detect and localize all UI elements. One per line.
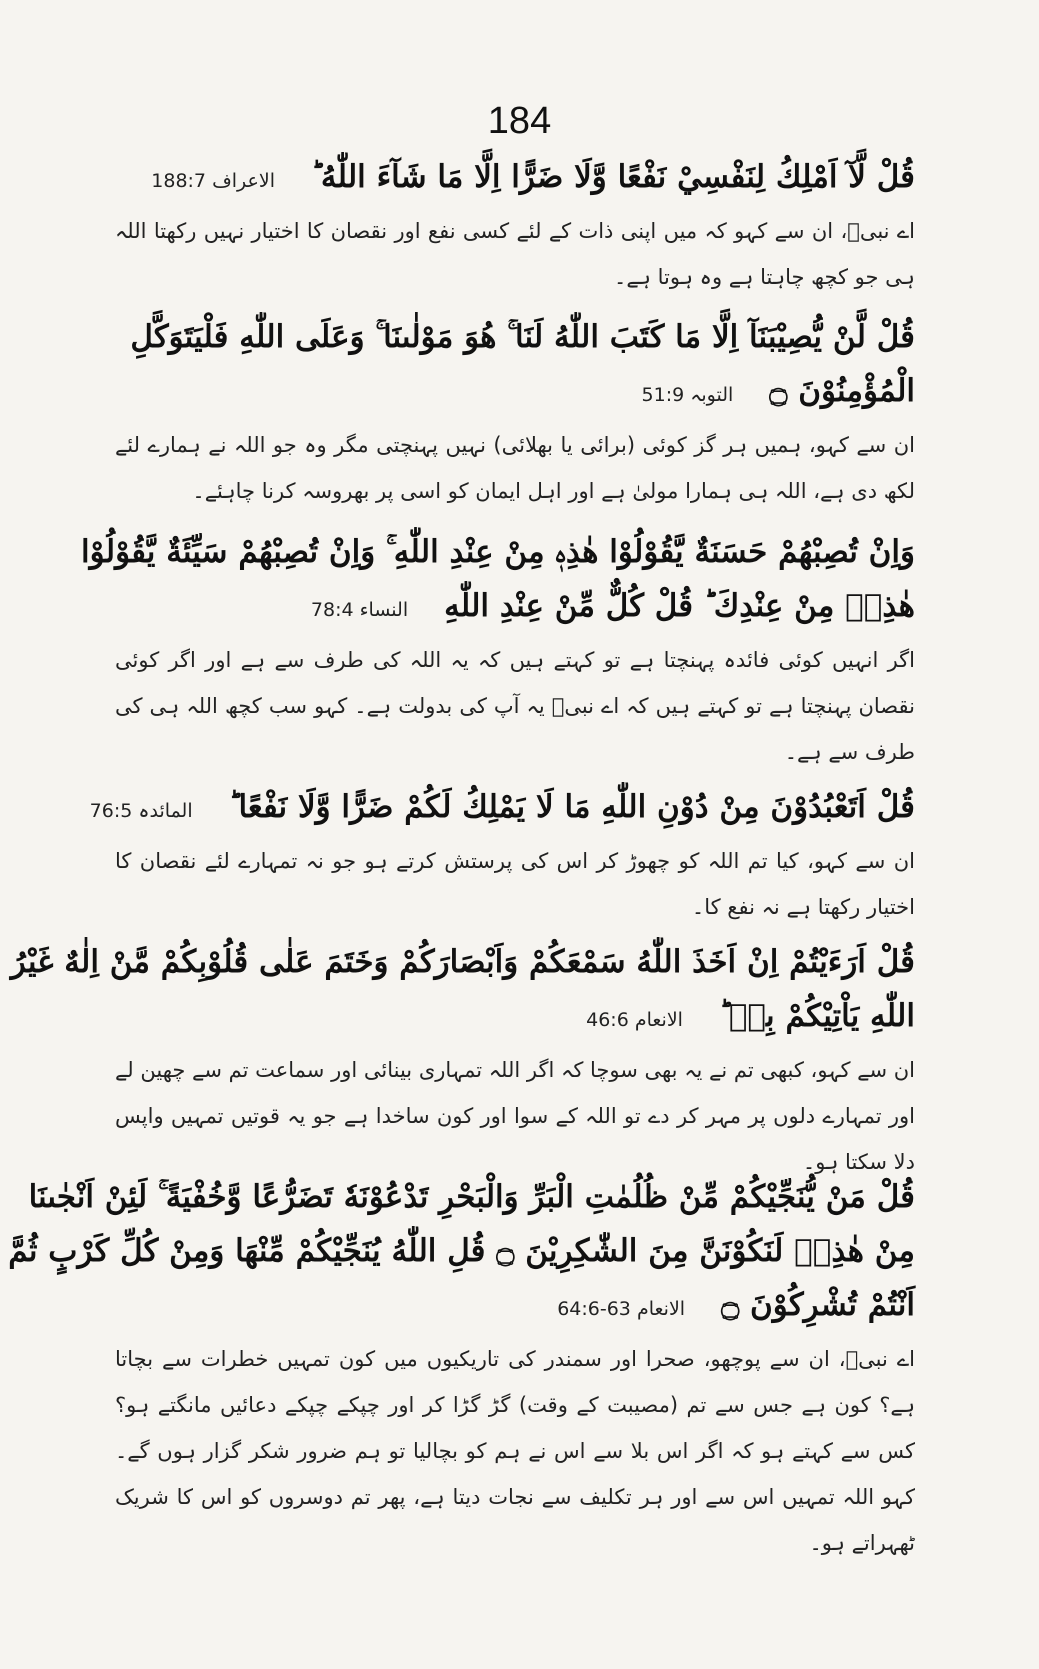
verse-reference: الاعراف 188:7	[151, 170, 275, 192]
verse-section-4	[89, 780, 915, 930]
verse-reference: النساء 78:4	[310, 599, 409, 621]
verse-reference: المائدہ 76:5	[89, 800, 193, 822]
urdu-translation: اے نبیؐ، ان سے پوچھو، صحرا اور سمندر کی تاریکیوں میں کون تمہیں خطرات سے بچاتا ہے؟ کون ہے جس سے تم (مصیبت کے وقت) گڑ گڑا کر اور چپکے چپکے دعائیں مانگتے ہو؟ کس سے کہتے ہو کہ اگر اس بلا سے اس نے ہم کو بچالیا تو ہم ضرور شکر گزار ہوں گے۔ کہو اللہ تمہیں اس سے اور ہر تکلیف سے نجات دیتا ہے، پھر تم دوسروں کو اس کا شریک ٹھہراتے ہو۔	[115, 1347, 915, 1555]
arabic-verse-text: اللّٰهِ يَاْتِيْكُمْ بِهٖ ؕ	[718, 998, 915, 1034]
arabic-verse-text: قُلْ اَتَعْبُدُوْنَ مِنْ دُوْنِ اللّٰهِ مَا لَا يَمْلِكُ لَكُمْ ضَرًّا وَّلَا نَفْعًا ؕ	[228, 789, 915, 825]
arabic-verse-line	[115, 989, 915, 1047]
page-number: 184	[487, 100, 552, 142]
arabic-verse-text: اَنْتُمْ تُشْرِكُوْنَ ۝	[721, 1287, 915, 1323]
urdu-translation: ان سے کہو، کیا تم اللہ کو چھوڑ کر اس کی پرستش کرتے ہو جو نہ تمہارے لئے نقصان کا اختیار رکھتا ہے نہ نفع کا۔	[115, 849, 915, 919]
urdu-translation: اے نبیؐ، ان سے کہو کہ میں اپنی ذات کے لئے کسی نفع اور نقصان کا اختیار نہیں رکھتا اللہ ہی جو کچھ چاہتا ہے وہ ہوتا ہے۔	[115, 219, 915, 289]
urdu-translation: ان سے کہو، ہمیں ہر گز کوئی (برائی یا بھلائی) نہیں پہنچتی مگر وہ جو اللہ نے ہمارے لئے لکھ دی ہے، اللہ ہی ہمارا مولیٰ ہے اور اہل ایمان کو اسی پر بھروسہ کرنا چاہئے۔	[115, 433, 915, 503]
arabic-verse-text: قُلْ لَّآ اَمْلِكُ لِنَفْسِيْ نَفْعًا وَّلَا ضَرًّا اِلَّا مَا شَآءَ اللّٰهُ ؕ	[310, 159, 915, 195]
urdu-translation: اگر انہیں کوئی فائدہ پہنچتا ہے تو کہتے ہیں کہ یہ اللہ کی طرف سے ہے اور اگر کوئی نقصان پہنچتا ہے تو کہتے ہیں کہ اے نبیؐ یہ آپ کی بدولت ہے۔ کہو سب کچھ اللہ ہی کی طرف سے ہے۔	[115, 648, 915, 764]
arabic-verse-line	[89, 780, 915, 838]
verse-reference: التوبہ 51:9	[641, 384, 734, 406]
arabic-verse-text: الْمُؤْمِنُوْنَ ۝	[769, 373, 915, 409]
arabic-verse-line	[115, 1278, 915, 1336]
arabic-verse-line: قُلْ اَرَءَيْتُمْ اِنْ اَخَذَ اللّٰهُ سَمْعَكُمْ وَاَبْصَارَكُمْ وَخَتَمَ عَلٰى قُلُوْبِكُمْ مَّنْ اِلٰهٌ غَيْرُ	[10, 944, 915, 980]
verse-reference: الانعام 63-64:6	[557, 1298, 686, 1320]
arabic-verse-text: هٰذِهٖ مِنْ عِنْدِكَ ؕ قُلْ كُلٌّ مِّنْ عِنْدِ اللّٰهِ	[444, 588, 915, 624]
arabic-verse-line: قُلْ لَّنْ يُّصِيْبَنَآ اِلَّا مَا كَتَبَ اللّٰهُ لَنَا ۚ هُوَ مَوْلٰىنَا ۚ وَعَلَى اللّٰهِ فَلْيَتَوَكَّلِ	[130, 319, 915, 355]
arabic-verse-line	[115, 150, 915, 208]
urdu-translation: ان سے کہو، کبھی تم نے یہ بھی سوچا کہ اگر اللہ تمہاری بینائی اور سماعت تم سے چھین لے اور تمہارے دلوں پر مہر کر دے تو اللہ کے سوا اور کون ساخدا ہے جو یہ قوتیں تمہیں واپس دلا سکتا ہو۔	[115, 1058, 915, 1174]
arabic-verse-line: قُلْ مَنْ يُّنَجِّيْكُمْ مِّنْ ظُلُمٰتِ الْبَرِّ وَالْبَحْرِ تَدْعُوْنَهٗ تَضَرُّعًا وَّخُفْيَةً ۚ لَئِنْ اَنْجٰىنَا	[28, 1179, 915, 1215]
arabic-verse-line	[115, 579, 915, 637]
verse-section-6	[8, 1170, 915, 1566]
verse-section-3	[81, 525, 915, 775]
verse-section-1	[115, 150, 915, 300]
arabic-verse-line	[115, 364, 915, 422]
arabic-verse-line: مِنْ هٰذِهٖ لَنَكُوْنَنَّ مِنَ الشّٰكِرِيْنَ ۝ قُلِ اللّٰهُ يُنَجِّيْكُمْ مِّنْهَا وَمِنْ كُلِّ كَرْبٍ ثُمَّ	[8, 1233, 915, 1269]
verse-reference: الانعام 46:6	[586, 1009, 683, 1031]
verse-section-5	[10, 935, 915, 1185]
verse-section-2	[115, 310, 915, 514]
arabic-verse-line: وَاِنْ تُصِبْهُمْ حَسَنَةٌ يَّقُوْلُوْا هٰذِهٖ مِنْ عِنْدِ اللّٰهِ ۚ وَاِنْ تُصِبْهُمْ سَيِّئَةٌ يَّقُوْلُوْا	[81, 534, 915, 570]
